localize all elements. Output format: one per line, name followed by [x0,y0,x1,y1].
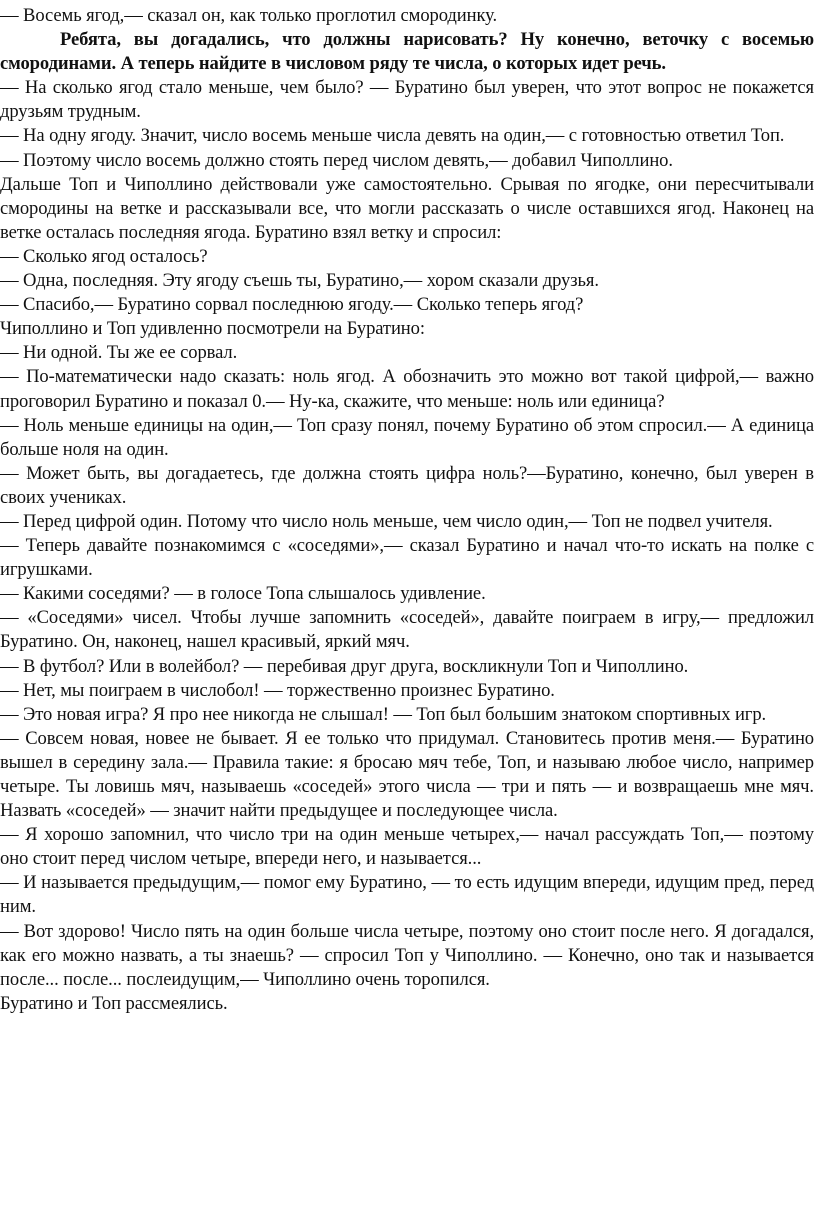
paragraph-23: — Я хорошо запомнил, что число три на один меньше четырех,— начал рассуждать Топ,— поэтому оно стоит перед числом четыре, впереди него, и называется... [0,824,814,870]
paragraph-22: — Совсем новая, новее не бывает. Я ее только что придумал. Становитесь против меня.— Буратино вышел в середину зала.— Правила такие: я бросаю мяч тебе, Топ, и называю любое число, например четыре. Ты ловишь мяч, называешь «соседей» этого числа — три и пять — и возвращаешь мне мяч. Назвать «соседей» — значит найти предыдущее и последующее числа. [0,727,814,822]
paragraph-3: — На сколько ягод стало меньше, чем было? — Буратино был уверен, что этот вопрос не покажется друзьям трудным. [0,77,814,123]
paragraph-6: Дальше Топ и Чиполлино действовали уже самостоятельно. Срывая по ягодке, они пересчитывали смородины на ветке и рассказывали все, что могли рассказать о числе оставшихся ягод. Наконец на ветке осталась последняя ягода. Буратино взял ветку и спросил: [0,173,814,243]
paragraph-14: — Может быть, вы догадаетесь, где должна стоять цифра ноль?—Буратино, конечно, был уверен в своих учениках. [0,462,814,508]
paragraph-1: — Восемь ягод,— сказал он, как только проглотил смородинку. [0,5,498,26]
instruction-paragraph: Ребята, вы догадались, что должны нарисовать? Ну конечно, веточку с восемью смородинами. А теперь найдите в числовом ряду те числа, о которых идет речь. [0,29,814,75]
paragraph-8: — Одна, последняя. Эту ягоду съешь ты, Буратино,— хором сказали друзья. [0,270,599,292]
paragraph-26: Буратино и Топ рассмеялись. [0,992,228,1014]
paragraph-18: — «Соседями» чисел. Чтобы лучше запомнить «соседей», давайте поиграем в игру,— предложил Буратино. Он, наконец, нашел красивый, яркий мяч. [0,607,814,653]
paragraph-16: — Теперь давайте познакомимся с «соседями»,— сказал Буратино и начал что-то искать на полке с игрушками. [0,535,814,581]
paragraph-21: — Это новая игра? Я про нее никогда не слышал! — Топ был большим знатоком спортивных игр. [0,703,767,725]
paragraph-12: — По-математически надо сказать: ноль ягод. А обозначить это можно вот такой цифрой,— важно проговорил Буратино и показал 0.— Ну-ка, скажите, что меньше: ноль или единица? [0,366,814,412]
paragraph-5: — Поэтому число восемь должно стоять перед числом девять,— добавил Чиполлино. [0,149,673,171]
paragraph-11: — Ни одной. Ты же ее сорвал. [0,342,238,364]
paragraph-20: — Нет, мы поиграем в числобол! — торжественно произнес Буратино. [0,679,555,701]
paragraph-15: — Перед цифрой один. Потому что число ноль меньше, чем число один,— Топ не подвел учителя. [0,510,773,532]
paragraph-7: — Сколько ягод осталось? [0,245,208,267]
paragraph-17: — Какими соседями? — в голосе Топа слышалось удивление. [0,583,486,605]
paragraph-4: — На одну ягоду. Значит, число восемь меньше числа девять на один,— с готовностью ответил Топ. [0,125,785,147]
paragraph-25: — Вот здорово! Число пять на один больше числа четыре, поэтому оно стоит после него. Я догадался, как его можно назвать, а ты знаешь? — спросил Топ у Чиполлино. — Конечно, оно так и называется после... после... послеидущим,— Чиполлино очень торопился. [0,920,814,990]
paragraph-24: — И называется предыдущим,— помог ему Буратино, — то есть идущим впереди, идущим пред, перед ним. [0,872,814,918]
paragraph-13: — Ноль меньше единицы на один,— Топ сразу понял, почему Буратино об этом спросил.— А единица больше ноля на один. [0,414,814,460]
paragraph-9: — Спасибо,— Буратино сорвал последнюю ягоду.— Сколько теперь ягод? [0,294,584,316]
paragraph-10: Чиполлино и Топ удивленно посмотрели на Буратино: [0,318,425,340]
paragraph-19: — В футбол? Или в волейбол? — перебивая друг друга, воскликнули Топ и Чиполлино. [0,655,689,677]
